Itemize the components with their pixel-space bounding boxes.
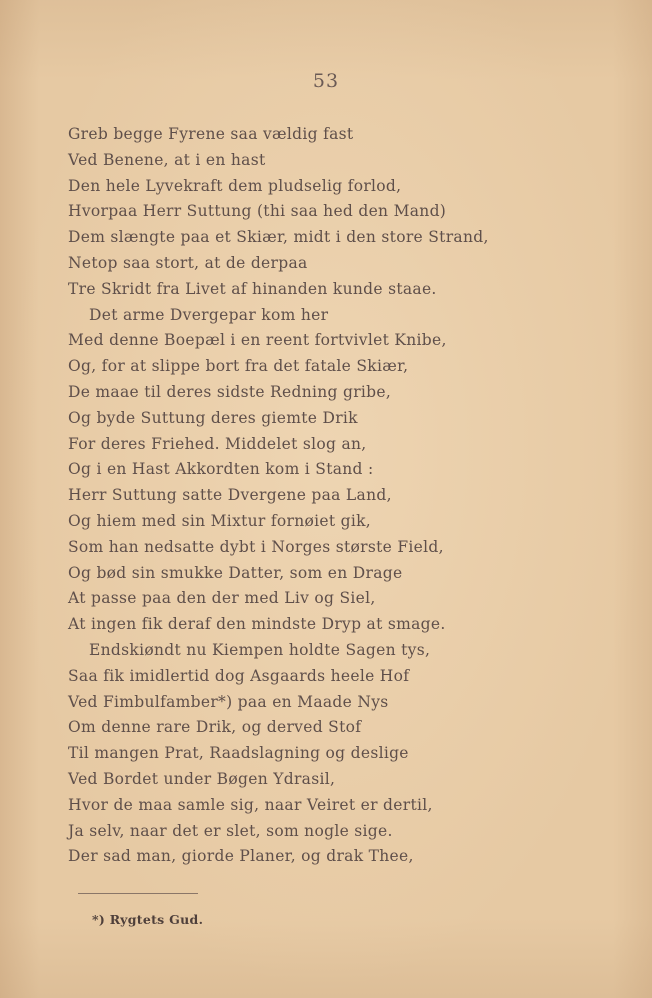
poem-line: Greb begge Fyrene saa vældig fast [68,125,354,143]
poem-line: Den hele Lyvekraft dem pludselig forlod, [68,176,402,195]
poem-line: Det arme Dvergepar kom her [89,305,329,324]
poem-line: Endskiøndt nu Kiempen holdte Sagen tys, [89,640,431,659]
poem-line: De maae til deres sidste Redning gribe, [68,382,392,401]
poem-line: At ingen fik deraf den mindste Dryp at smage. [68,615,446,634]
poem-line: Hvorpaa Herr Suttung (thi saa hed den Mand) [68,202,447,221]
poem-line: Herr Suttung satte Dvergene paa Land, [68,486,392,505]
poem-line: For deres Friehed. Middelet slog an, [68,434,367,453]
poem-line: Og, for at slippe bort fra det fatale Skiær, [68,357,409,376]
poem-line: At passe paa den der med Liv og Siel, [68,589,376,608]
poem-line: Og byde Suttung deres giemte Drik [68,408,358,427]
poem-line: Dem slængte paa et Skiær, midt i den store Strand, [68,228,489,247]
poem-line: Med denne Boepæl i en reent fortvivlet Knibe, [68,331,447,350]
poem-line: Saa fik imidlertid dog Asgaards heele Hof [68,666,410,685]
poem-line: Som han nedsatte dybt i Norges største Field, [68,537,444,556]
poem-line: Om denne rare Drik, og derved Stof [68,718,362,737]
poem-line: Ved Benene, at i en hast [68,150,266,169]
poem-line: Og hiem med sin Mixtur fornøiet gik, [68,511,372,530]
poem-line: Og i en Hast Akkordten kom i Stand : [68,460,374,479]
poem-line: Ja selv, naar det er slet, som nogle sige. [68,821,393,840]
poem-line: Netop saa stort, at de derpaa [68,253,308,272]
footnote-divider [78,893,198,894]
page-number: 53 [312,70,340,92]
poem-line: Der sad man, giorde Planer, og drak Thee, [68,847,414,866]
poem-line: Ved Bordet under Bøgen Ydrasil, [68,769,336,788]
poem-line: Ved Fimbulfamber*) paa en Maade Nys [68,692,389,711]
footnote: *) Rygtets Gud. [92,912,204,927]
poem-line: Til mangen Prat, Raadslagning og deslige [68,744,409,763]
poem-line: Tre Skridt fra Livet af hinanden kunde staae. [68,279,437,298]
poem-line: Og bød sin smukke Datter, som en Drage [68,563,403,582]
poem-line: Hvor de maa samle sig, naar Veiret er dertil, [68,795,433,814]
poem-text [68,122,628,870]
